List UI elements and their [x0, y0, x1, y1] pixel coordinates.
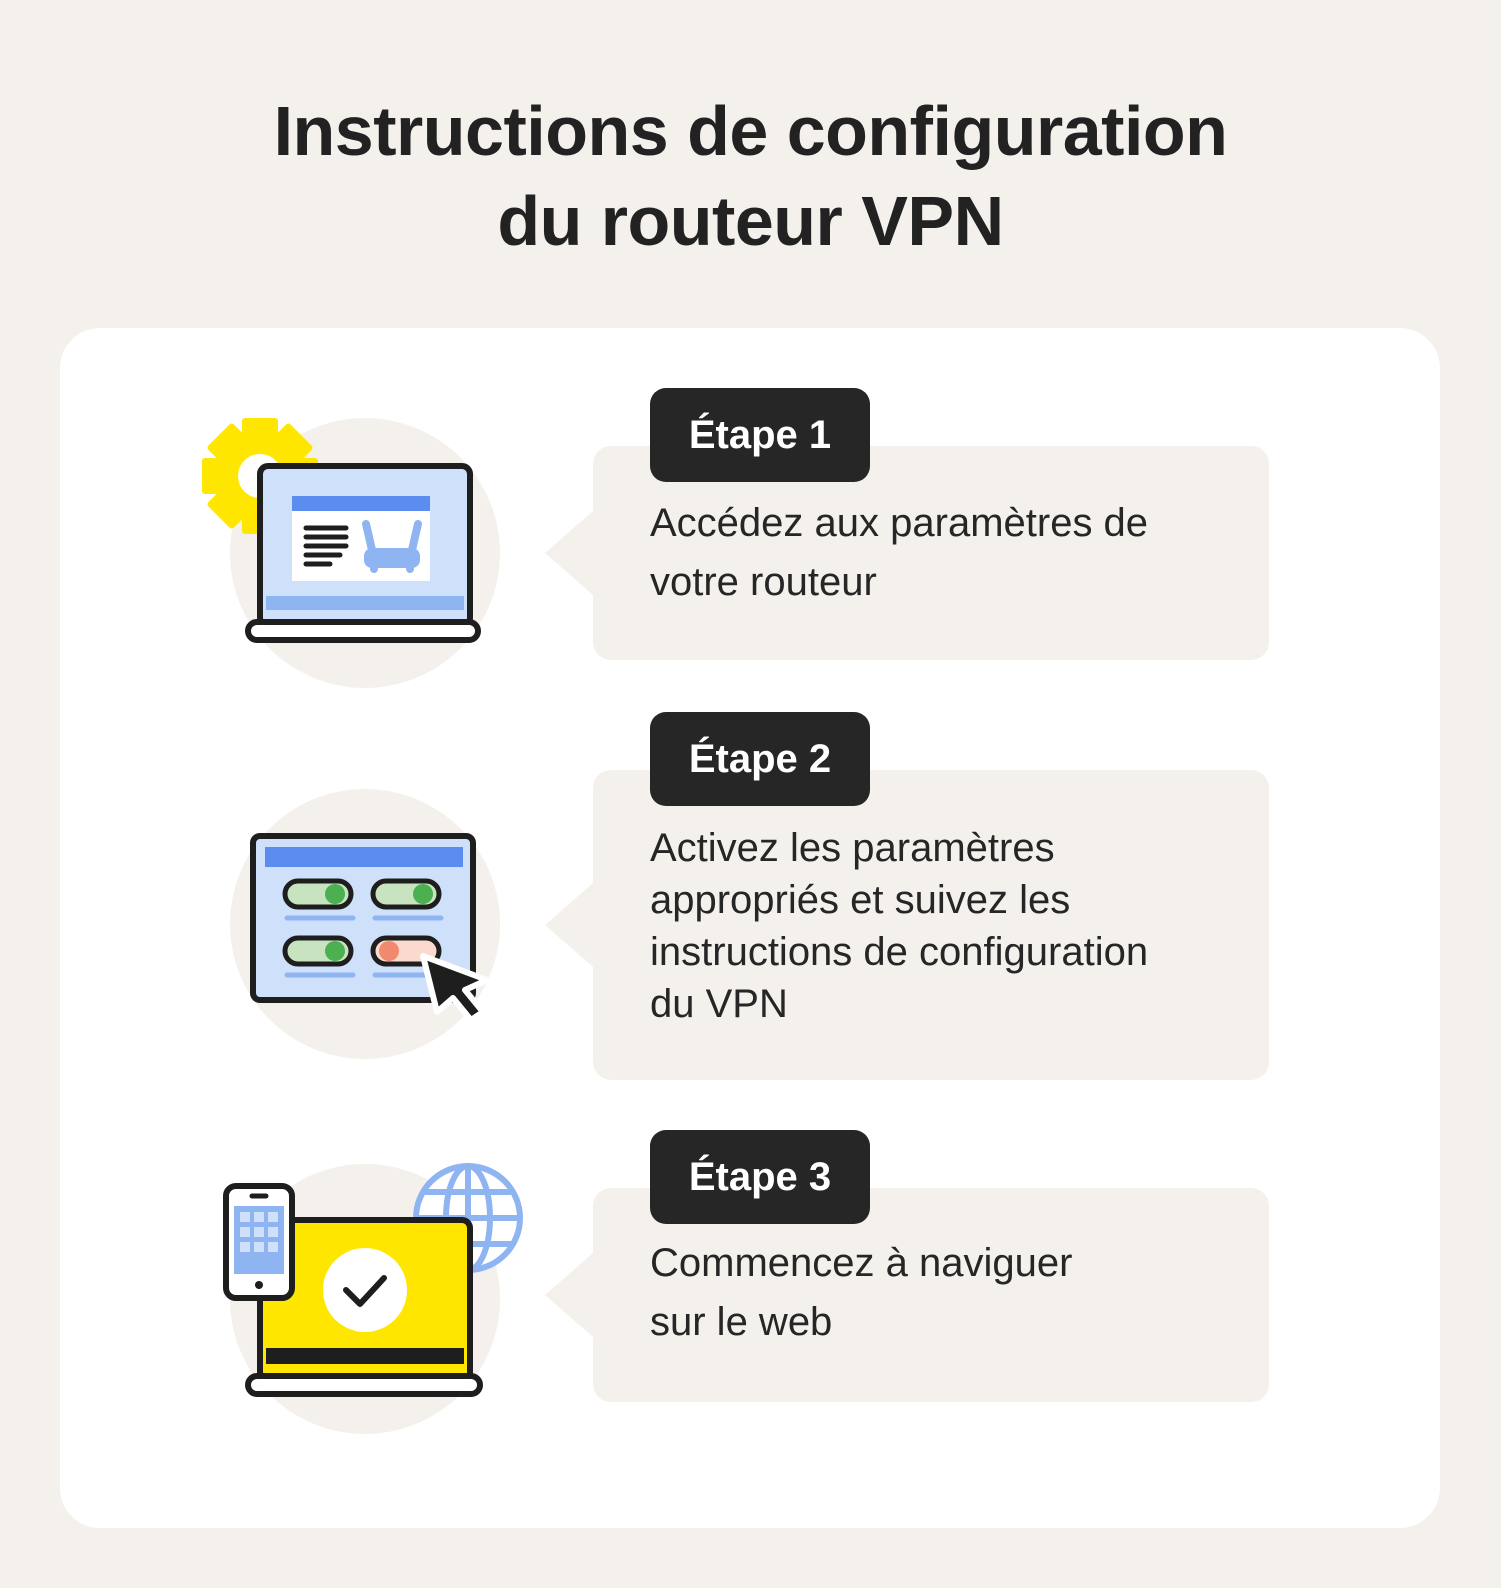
step-1-badge: Étape 1 — [650, 388, 870, 482]
smartphone-icon — [226, 1186, 292, 1298]
steps-card — [60, 328, 1440, 1528]
step-2 — [60, 712, 1440, 1112]
title-line-2: du routeur VPN — [497, 182, 1004, 260]
step-3-description: Commencez à naviguer sur le web — [650, 1241, 1073, 1344]
page-title — [0, 86, 1501, 266]
laptop-router-settings-icon — [190, 416, 510, 696]
step-2-badge: Étape 2 — [650, 712, 870, 806]
step-3-badge: Étape 3 — [650, 1130, 870, 1224]
step-1 — [60, 388, 1440, 698]
step-1-description: Accédez aux paramètres de votre routeur — [650, 501, 1149, 604]
toggle-settings-icon — [225, 784, 525, 1074]
step-2-description: Activez les paramètres appropriés et suivez les instructions de configuration du VPN — [650, 826, 1149, 1026]
title-line-1: Instructions de configuration — [273, 92, 1228, 170]
step-3 — [60, 1130, 1440, 1470]
devices-connected-icon — [200, 1144, 540, 1434]
